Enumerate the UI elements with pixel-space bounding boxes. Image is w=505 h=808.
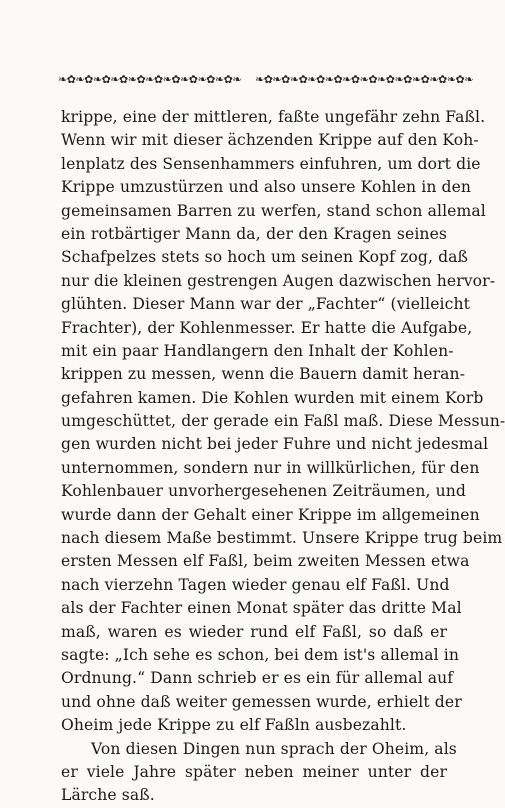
text-line: wurde dann der Gehalt einer Krippe im allgemeinen (61, 505, 480, 524)
text-line: umgeschüttet, der gerade ein Faßl maß. Diese Messun- (61, 412, 505, 431)
text-line: ersten Messen elf Faßl, beim zweiten Messen etwa (61, 552, 470, 571)
text-line: nur die kleinen gestrengen Augen dazwischen hervor- (61, 271, 496, 290)
right-ornament-rule: ❧✿❧✿❧✿❧✿❧✿❧✿❧✿❧✿❧✿❧✿❧✿❧✿❧ (255, 73, 473, 86)
text-line: Schafpelzes stets so hoch um seinen Kopf zog, daß (61, 248, 469, 267)
text-line: nach diesem Maße bestimmt. Unsere Krippe trug beim (61, 529, 503, 548)
text-line: gefahren kamen. Die Kohlen wurden mit einem Korb (61, 388, 484, 407)
text-line: glühten. Dieser Mann war der „Fachter“ (vielleicht (61, 295, 470, 314)
text-line: gemeinsamen Barren zu werfen, stand schon allemal (61, 201, 486, 220)
paragraph-end-line: Lärche saß. (61, 786, 155, 805)
text-line: gen wurden nicht bei jeder Fuhre und nicht jedesmal (61, 435, 489, 454)
text-line: als der Fachter einen Monat später das dritte Mal (61, 599, 462, 618)
text-line: und ohne daß weiter gemessen wurde, erhielt der (61, 692, 462, 711)
text-line: unternommen, sondern nur in willkürlichen, für den (61, 458, 480, 477)
paragraph-start-line: Von diesen Dingen nun sprach der Oheim, als (91, 739, 457, 758)
text-line: krippe, eine der mittleren, faßte ungefähr zehn Faßl. (61, 108, 486, 126)
text-line: Kohlenbauer unvorhergesehenen Zeiträumen, und (61, 482, 466, 501)
left-ornament-rule: ❧✿❧✿❧✿❧✿❧✿❧✿❧✿❧✿❧✿❧✿❧ (58, 73, 242, 86)
text-line: mit ein paar Handlangern den Inhalt der Kohlen- (61, 341, 454, 360)
page-body-text (61, 106, 505, 808)
paragraph-end-line: Oheim jede Krippe zu elf Faßln ausbezahlt. (61, 716, 407, 735)
text-line: lenplatz des Sensenhammers einfuhren, um dort die (61, 154, 481, 173)
text-line: ein rotbärtiger Mann da, der den Kragen seines (61, 224, 447, 243)
text-line: nach vierzehn Tagen wieder genau elf Faßl. Und (61, 575, 450, 594)
text-line: er viele Jahre später neben meiner unter der (61, 762, 447, 781)
text-line: Frachter), der Kohlenmesser. Er hatte die Aufgabe, (61, 318, 473, 337)
text-line: sagte: „Ich sehe es schon, bei dem ist's allemal in (61, 645, 459, 664)
text-line: Ordnung.“ Dann schrieb er es ein für allemal auf (61, 669, 454, 688)
text-line: Wenn wir mit dieser ächzenden Krippe auf den Koh- (61, 131, 479, 150)
text-line: krippen zu messen, wenn die Bauern damit heran- (61, 365, 466, 384)
text-line: Krippe umzustürzen und also unsere Kohlen in den (61, 178, 472, 197)
text-line: maß, waren es wieder rund elf Faßl, so daß er (61, 622, 447, 641)
